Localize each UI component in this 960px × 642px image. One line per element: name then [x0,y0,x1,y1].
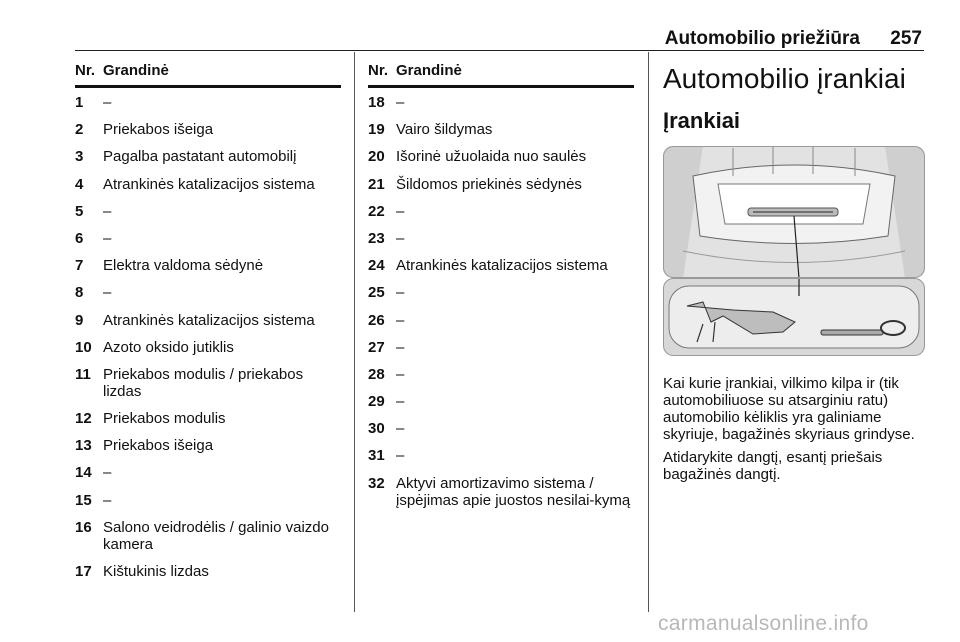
table-row [75,94,341,111]
fuse-number: 5 [75,202,84,220]
table-row [75,230,341,247]
table-row [368,420,634,437]
table-row [368,230,634,247]
fuse-number: 22 [368,202,385,220]
circuit-name: – [103,491,112,509]
fuse-number: 4 [75,175,84,193]
table-row [75,312,341,329]
column-header-circuit: Grandinė [103,62,169,79]
column-header-circuit: Grandinė [396,62,462,79]
fuse-number: 25 [368,284,385,302]
circuit-name: Salono veidrodėlis / galinio vaizdo kamera [103,518,329,553]
column-divider [354,52,355,612]
table-row [75,339,341,356]
circuit-name: – [103,202,112,220]
fuse-number: 26 [368,311,385,329]
circuit-name: Azoto oksido jutiklis [103,338,234,356]
column-divider [648,52,649,612]
column-header-nr: Nr. [368,62,389,79]
page-header [0,0,960,52]
table-row [368,257,634,274]
table-row [368,203,634,220]
section-subheading: Įrankiai [663,108,741,133]
fuse-number: 12 [75,410,92,428]
table-row [75,257,341,274]
circuit-name: Vairo šildymas [396,121,493,139]
circuit-name: – [396,311,405,329]
fuse-number: 24 [368,257,385,275]
circuit-name: – [396,229,405,247]
fuse-number: 32 [368,474,385,492]
table-row [75,410,341,427]
circuit-name: – [103,229,112,247]
table-row [75,148,341,165]
column-header-nr: Nr. [75,62,96,79]
fuse-number: 19 [368,121,385,139]
fuse-number: 9 [75,311,84,329]
circuit-name: Atrankinės katalizacijos sistema [103,175,315,193]
fuse-number: 13 [75,437,92,455]
table-row [368,148,634,165]
table-row [75,121,341,138]
table-row [75,176,341,193]
table-body [75,94,341,580]
table-row [368,312,634,329]
circuit-name: Šildomos priekinės sėdynės [396,175,582,193]
table-row [368,339,634,356]
paragraph: Atidarykite dangtį, esantį priešais bagažinės dangtį. [663,449,883,483]
circuit-name: Išorinė užuolaida nuo saulės [396,148,587,166]
fuse-number: 1 [75,94,84,111]
table-body [368,94,634,509]
circuit-name: – [396,284,405,302]
circuit-name: Pagalba pastatant automobilį [103,148,297,166]
fuse-number: 21 [368,175,385,193]
table-row [75,492,341,509]
circuit-name: – [103,284,112,302]
fuse-number: 3 [75,148,84,166]
table-row [75,519,341,553]
circuit-name: Priekabos modulis [103,410,226,428]
circuit-name: – [103,94,112,111]
circuit-name: – [396,393,405,411]
circuit-name: Priekabos išeiga [103,121,214,139]
circuit-name: – [396,447,405,465]
fuse-number: 15 [75,491,92,509]
fuse-number: 6 [75,229,84,247]
circuit-name: Priekabos modulis / priekabos lizdas [103,365,304,400]
table-row [368,94,634,111]
circuit-name: – [396,94,405,111]
fuse-table-1 [75,62,341,590]
fuse-number: 29 [368,393,385,411]
table-header [368,62,634,88]
table-row [368,121,634,138]
table-row [368,475,634,509]
table-row [75,284,341,301]
circuit-name: – [396,338,405,356]
header-rule [75,50,924,51]
circuit-name: Kištukinis lizdas [103,563,209,580]
fuse-number: 23 [368,229,385,247]
table-row [75,437,341,454]
fuse-number: 11 [75,365,91,383]
fuse-number: 17 [75,563,92,580]
circuit-name: Atrankinės katalizacijos sistema [103,311,315,329]
circuit-name: – [396,202,405,220]
fuse-number: 2 [75,121,84,139]
fuse-number: 28 [368,365,385,383]
circuit-name: Atrankinės katalizacijos sistema [396,257,608,275]
circuit-name: – [103,464,112,482]
circuit-name: Elektra valdoma sėdynė [103,257,264,275]
fuse-number: 30 [368,420,385,438]
fuse-number: 10 [75,338,92,356]
table-header [75,62,341,88]
fuse-number: 27 [368,338,385,356]
circuit-name: Aktyvi amortizavimo sistema / įspėjimas apie juostos nesilai-kymą [396,474,631,509]
paragraph: Kai kurie įrankiai, vilkimo kilpa ir (tik automobiliuose su atsarginiu ratu) automobilio kėliklis yra galiniame skyriuje, bagažinės skyriaus grindyse. [663,375,915,443]
page-number: 257 [890,28,922,49]
tools-illustration [663,146,925,356]
fuse-number: 20 [368,148,385,166]
table-row [368,393,634,410]
table-row [368,176,634,193]
table-row [368,284,634,301]
fuse-number: 14 [75,464,92,482]
circuit-name: – [396,420,405,438]
table-row [75,366,341,400]
fuse-table-2 [368,62,634,519]
table-row [75,203,341,220]
circuit-name: – [396,365,405,383]
fuse-number: 18 [368,94,385,111]
table-row [368,447,634,464]
circuit-name: Priekabos išeiga [103,437,214,455]
fuse-number: 16 [75,518,92,536]
fuse-number: 7 [75,257,84,275]
running-title: Automobilio priežiūra [664,28,860,49]
table-row [368,366,634,383]
section-heading: Automobilio įrankiai [663,63,906,94]
table-row [75,563,341,580]
fuse-number: 31 [368,447,385,465]
tools-section [663,62,925,483]
watermark: carmanualsonline.info [658,612,869,635]
table-row [75,464,341,481]
fuse-number: 8 [75,284,84,302]
